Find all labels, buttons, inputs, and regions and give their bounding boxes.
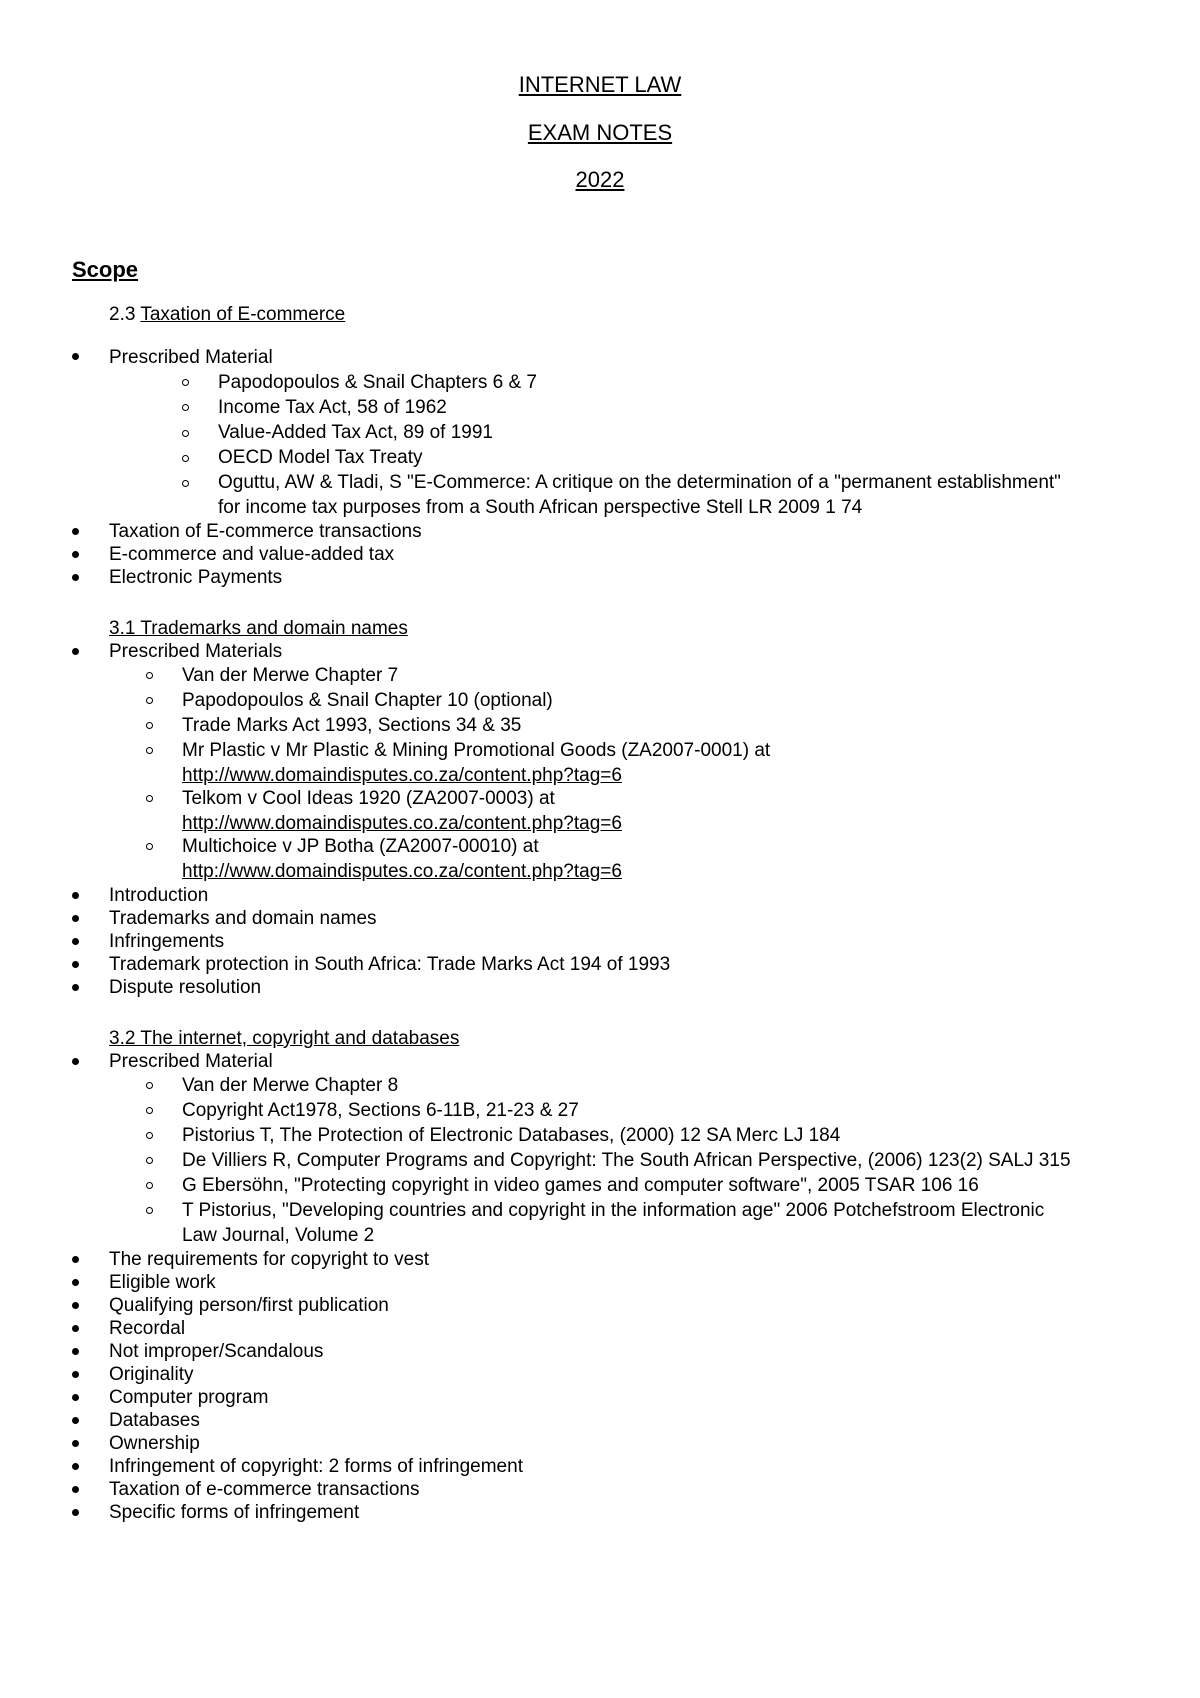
sub-bullet-icon xyxy=(182,430,189,437)
bullet-icon xyxy=(72,961,79,968)
document-subtitle: EXAM NOTES xyxy=(527,120,673,145)
bullet-icon xyxy=(72,551,79,558)
material-item: Pistorius T, The Protection of Electronic Databases, (2000) 12 SA Merc LJ 184 xyxy=(182,1125,841,1146)
material-item: Mr Plastic v Mr Plastic & Mining Promotional Goods (ZA2007-0001) at xyxy=(182,740,771,761)
bullet-icon xyxy=(72,938,79,945)
document-title: INTERNET LAW xyxy=(518,72,682,97)
sub-bullet-icon xyxy=(146,795,153,802)
sub-bullet-icon xyxy=(182,404,189,411)
bullet-icon xyxy=(72,1325,79,1332)
sub-bullet-icon xyxy=(146,1107,153,1114)
material-item: Oguttu, AW & Tladi, S "E-Commerce: A critique on the determination of a "permanent establishment" xyxy=(218,472,1061,493)
bullet-icon xyxy=(72,528,79,535)
section-2-3-heading xyxy=(109,304,345,326)
material-item-continued: for income tax purposes from a South African perspective Stell LR 2009 1 74 xyxy=(218,497,863,518)
bullet-icon xyxy=(72,1302,79,1309)
bullet-icon xyxy=(72,915,79,922)
prescribed-label: Prescribed Material xyxy=(109,1051,273,1072)
topic-item: Specific forms of infringement xyxy=(109,1502,360,1523)
topic-item: Taxation of e-commerce transactions xyxy=(109,1479,420,1500)
material-item: Trade Marks Act 1993, Sections 34 & 35 xyxy=(182,715,522,736)
sub-bullet-icon xyxy=(146,722,153,729)
sub-bullet-icon xyxy=(146,672,153,679)
material-item: G Ebersöhn, "Protecting copyright in video games and computer software", 2005 TSAR 106 16 xyxy=(182,1175,979,1196)
material-item: T Pistorius, "Developing countries and copyright in the information age" 2006 Potchefstroom Electronic xyxy=(182,1200,1045,1221)
sub-bullet-icon xyxy=(146,1182,153,1189)
material-item-continued: Law Journal, Volume 2 xyxy=(182,1225,375,1246)
material-item: Telkom v Cool Ideas 1920 (ZA2007-0003) at xyxy=(182,788,555,809)
sub-bullet-icon xyxy=(182,379,189,386)
topic-item: The requirements for copyright to vest xyxy=(109,1249,429,1270)
material-item: Copyright Act1978, Sections 6-11B, 21-23 & 27 xyxy=(182,1100,579,1121)
sub-bullet-icon xyxy=(182,455,189,462)
bullet-icon xyxy=(72,1371,79,1378)
topic-item: Introduction xyxy=(109,885,209,906)
topic-item: E-commerce and value-added tax xyxy=(109,544,395,565)
bullet-icon xyxy=(72,1256,79,1263)
material-item: Van der Merwe Chapter 8 xyxy=(182,1075,399,1096)
material-item: Van der Merwe Chapter 7 xyxy=(182,665,399,686)
topic-item: Taxation of E-commerce transactions xyxy=(109,521,422,542)
topic-item: Eligible work xyxy=(109,1272,216,1293)
topic-item: Trademark protection in South Africa: Trade Marks Act 194 of 1993 xyxy=(109,954,671,975)
document-year: 2022 xyxy=(575,167,625,192)
bullet-icon xyxy=(72,648,79,655)
bullet-icon xyxy=(72,574,79,581)
material-item: Value-Added Tax Act, 89 of 1991 xyxy=(218,422,493,443)
bullet-icon xyxy=(72,1440,79,1447)
bullet-icon xyxy=(72,984,79,991)
bullet-icon xyxy=(72,1509,79,1516)
topic-item: Recordal xyxy=(109,1318,186,1339)
bullet-icon xyxy=(72,1486,79,1493)
topic-item: Computer program xyxy=(109,1387,269,1408)
scope-heading: Scope xyxy=(72,257,139,282)
section-2-3-title: Taxation of E-commerce xyxy=(140,304,346,325)
domain-disputes-link[interactable]: http://www.domaindisputes.co.za/content.php?tag=6 xyxy=(182,861,622,882)
section-3-1-heading: 3.1 Trademarks and domain names xyxy=(109,618,408,639)
material-item: Papodopoulos & Snail Chapter 10 (optional) xyxy=(182,690,553,711)
topic-item: Electronic Payments xyxy=(109,567,283,588)
topic-item: Infringement of copyright: 2 forms of infringement xyxy=(109,1456,523,1477)
topic-item: Infringements xyxy=(109,931,225,952)
bullet-icon xyxy=(72,1394,79,1401)
topic-item: Ownership xyxy=(109,1433,200,1454)
bullet-icon xyxy=(72,353,79,360)
sub-bullet-icon xyxy=(146,843,153,850)
section-3-2-heading: 3.2 The internet, copyright and databases xyxy=(109,1028,460,1049)
topic-item: Qualifying person/first publication xyxy=(109,1295,389,1316)
topic-item: Dispute resolution xyxy=(109,977,262,998)
sub-bullet-icon xyxy=(146,1132,153,1139)
bullet-icon xyxy=(72,1417,79,1424)
section-2-3-number: 2.3 xyxy=(109,304,136,325)
material-item: De Villiers R, Computer Programs and Copyright: The South African Perspective, (2006) 123(2) SALJ 315 xyxy=(182,1150,1071,1171)
domain-disputes-link[interactable]: http://www.domaindisputes.co.za/content.php?tag=6 xyxy=(182,765,622,786)
material-item: Multichoice v JP Botha (ZA2007-00010) at xyxy=(182,836,539,857)
prescribed-label: Prescribed Materials xyxy=(109,641,283,662)
bullet-icon xyxy=(72,1279,79,1286)
bullet-icon xyxy=(72,1058,79,1065)
prescribed-label: Prescribed Material xyxy=(109,347,273,368)
domain-disputes-link[interactable]: http://www.domaindisputes.co.za/content.php?tag=6 xyxy=(182,813,622,834)
material-item: Income Tax Act, 58 of 1962 xyxy=(218,397,447,418)
sub-bullet-icon xyxy=(146,1207,153,1214)
bullet-icon xyxy=(72,1463,79,1470)
material-item: Papodopoulos & Snail Chapters 6 & 7 xyxy=(218,372,537,393)
bullet-icon xyxy=(72,892,79,899)
sub-bullet-icon xyxy=(146,747,153,754)
bullet-icon xyxy=(72,1348,79,1355)
topic-item: Originality xyxy=(109,1364,194,1385)
material-item: OECD Model Tax Treaty xyxy=(218,447,423,468)
sub-bullet-icon xyxy=(146,697,153,704)
topic-item: Trademarks and domain names xyxy=(109,908,377,929)
sub-bullet-icon xyxy=(146,1082,153,1089)
topic-item: Databases xyxy=(109,1410,200,1431)
topic-item: Not improper/Scandalous xyxy=(109,1341,324,1362)
sub-bullet-icon xyxy=(182,480,189,487)
sub-bullet-icon xyxy=(146,1157,153,1164)
